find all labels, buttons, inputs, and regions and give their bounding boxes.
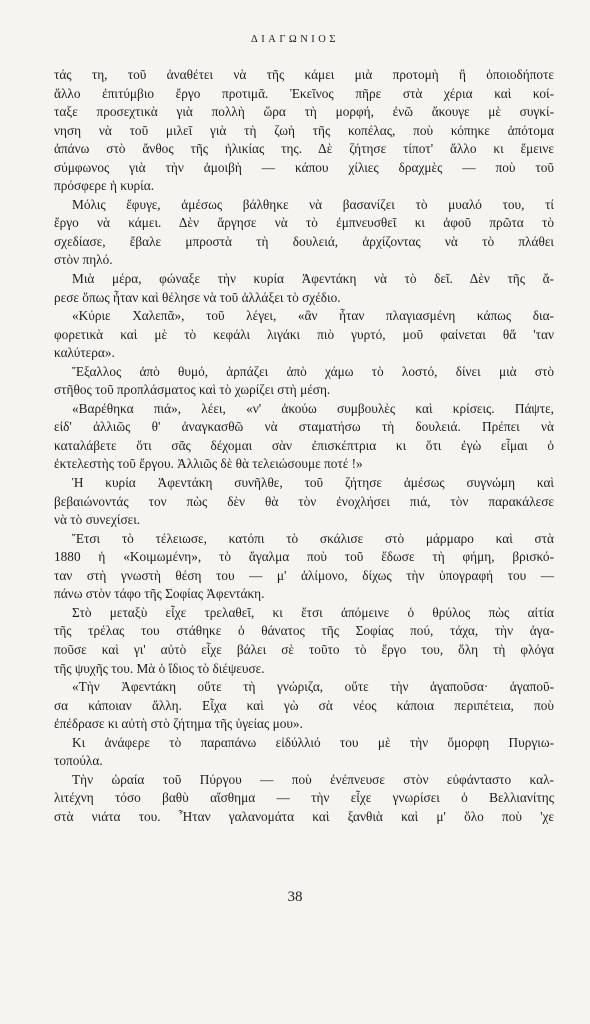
text-line: φορετικὰ καὶ μὲ τὸ κεφάλι λιγάκι πιὸ γυρτό, μοῦ φαίνεται θἄ 'ταν bbox=[54, 326, 554, 342]
text-line: τῆς ψυχῆς του. Μὰ ὁ ἴδιος τὸ διέψευσε. bbox=[54, 660, 265, 676]
text-line: πάνω στὸν τάφο τῆς Σοφίας Ἀφεντάκη. bbox=[54, 586, 265, 602]
text-line: στὸν πηλό. bbox=[54, 252, 113, 268]
text-line: ποῦσε καὶ γι' αὐτὸ εἶχε βάλει σὲ τοῦτο τὸ ἔργο του, ὅλη τὴ φλόγα bbox=[54, 641, 554, 657]
text-line: Τὴν ὡραία τοῦ Πύργου — ποὺ ἐνέπνευσε στὸν εὐφάνταστο καλ- bbox=[72, 771, 554, 787]
text-line: 1880 ἡ «Κοιμωμένη», τὸ ἄγαλμα ποὺ τοῦ ἔδωσε τὴ φήμη, βρισκό- bbox=[54, 549, 554, 565]
text-line: Ἔτσι τὸ τέλειωσε, κατόπι τὸ σκάλισε στὸ μάρμαρο καὶ στὰ bbox=[72, 530, 554, 546]
text-line: πρόσφερε ἡ κυρία. bbox=[54, 178, 155, 194]
running-head: ΔΙΑΓΩΝΙΟΣ bbox=[251, 34, 339, 45]
text-line: Μιὰ μέρα, φώναξε τὴν κυρία Ἀφεντάκη νὰ τὸ δεῖ. Δὲν τῆς ἄ- bbox=[72, 271, 554, 287]
text-line: «Τὴν Ἀφεντάκη οὔτε τὴ γνώριζα, οὔτε τὴν ἀγαποῦσα· ἀγαποῦ- bbox=[72, 679, 554, 695]
text-line: Ἔξαλλος ἀπὸ θυμό, ἁρπάζει ἀπὸ χάμω τὸ λοστό, δίνει μιὰ στὸ bbox=[72, 363, 554, 379]
text-line: σύμφωνος γιὰ τὴν ἀμοιβὴ — κάπου χίλιες δραχμὲς — ποὺ τοῦ bbox=[54, 159, 554, 175]
text-line: τάς τη, τοῦ ἀναθέτει νὰ τῆς κάμει μιὰ προτομὴ ἢ ὁποιοδήποτε bbox=[54, 67, 554, 82]
text-line: Στὸ μεταξὺ εἶχε τρελαθεῖ, κι ἔτσι ἀπόμεινε ὁ θρύλος πὼς αἰτία bbox=[72, 604, 554, 620]
text-line: «Βαρέθηκα πιά», λέει, «ν' ἀκούω συμβουλὲς καὶ κρίσεις. Πάψτε, bbox=[72, 400, 554, 416]
text-line: ἄλλο ἐπιτύμβιο ἔργο προτιμᾶ. Ἐκεῖνος πῆρε στὰ χέρια καὶ κοί- bbox=[54, 85, 554, 101]
text-line: «Κύριε Χαλεπᾶ», τοῦ λέγει, «ἂν ἦταν πλαγιασμένη κάπως δια- bbox=[72, 308, 554, 324]
text-line: στῆθος τοῦ προπλάσματος καὶ τὸ χωρίζει στὴ μέση. bbox=[54, 382, 331, 398]
text-line: εἰδ' ἀλλιῶς θ' ἀναγκασθῶ νὰ σταματήσω τὴ δουλειά. Πρέπει νὰ bbox=[54, 419, 554, 435]
text-line: ταξε προσεχτικὰ γιὰ πολλὴ ὥρα τὴ μορφή, ἐνῶ ἄκουγε μὲ συγκί- bbox=[54, 104, 554, 120]
text-line: στὰ νιάτα του. Ἦταν γαλανομάτα καὶ ξανθιὰ καὶ μ' ὅλο ποὺ 'χε bbox=[54, 808, 554, 824]
text-line: νηση νὰ τοῦ μιλεῖ γιὰ τὴ ζωὴ τῆς κοπέλας, ποὺ κόπηκε ἀπότομα bbox=[54, 122, 554, 138]
text-line: τῆς τρέλας του στάθηκε ὁ θάνατος τῆς Σοφίας πού, τάχα, τὴν ἀγα- bbox=[54, 623, 554, 639]
text-line: ρεσε ὅπως ἦταν καὶ θέλησε νὰ τοῦ ἀλλάξει τὸ σχέδιο. bbox=[54, 289, 341, 305]
text-line: τοπούλα. bbox=[54, 753, 103, 769]
text-line: καλύτερα». bbox=[54, 345, 115, 361]
text-line: σχεδίασε, ἔβαλε μπροστὰ τὴ δουλειά, ἀρχίζοντας νὰ τὸ πλάθει bbox=[54, 233, 554, 249]
text-line: Ἡ κυρία Ἀφεντάκη συνῆλθε, τοῦ ζήτησε ἀμέσως συγνώμη καὶ bbox=[72, 475, 554, 491]
text-line: σα κάποιαν ἄλλη. Εἶχα καὶ γὼ σὰ νέος κάποια περιπέτεια, ποὺ bbox=[54, 697, 554, 713]
text-line: βεβαιώνοντάς τον πὼς δὲν θὰ τὸν ἐνοχλήσει πιά, τὸν παρακάλεσε bbox=[54, 493, 554, 509]
text-line: Κι ἀνάφερε τὸ παραπάνω εἰδύλλιό του μὲ τὴν ὄμορφη Πυργιω- bbox=[72, 734, 554, 750]
text-line: Μόλις ἔφυγε, ἀμέσως βάλθηκε νὰ βασανίζει τὸ μυαλό του, τί bbox=[72, 196, 554, 212]
text-line: νὰ τὸ συνεχίσει. bbox=[54, 512, 141, 528]
text-line: ἀπάνω στὸ ἄνθος τῆς ἡλικίας της. Δὲ ζήτησε τίποτ' ἄλλο κι ἔμεινε bbox=[54, 141, 554, 157]
text-line: ἔργο νὰ κάμει. Δὲν ἄργησε νὰ τὸ ἐμπνευσθεῖ κι ἀφοῦ πρῶτα τὸ bbox=[54, 215, 554, 231]
text-line: ἐπέδρασε κι αὐτὴ στὸ ζήτημα τῆς ὑγείας μου». bbox=[54, 716, 303, 732]
body-text bbox=[54, 66, 554, 826]
text-line: ἐκτελεστὴς τοῦ ἔργου. Ἀλλιῶς δὲ θὰ τελειώσουμε ποτέ !» bbox=[54, 456, 363, 472]
page-number: 38 bbox=[287, 889, 303, 905]
text-line: ταν στὴ γνωστὴ θέση του — μ' ἀλίμονο, δίχως τὴν ὑπογραφή του — bbox=[54, 567, 554, 583]
text-line: καταλάβετε ὅτι σᾶς δέχομαι σὰν ἐπισκέπτρια κι ὅτι ἐγὼ εἶμαι ὁ bbox=[54, 437, 554, 453]
text-line: λιτέχνη τόσο βαθὺ αἴσθημα — τὴν εἶχε γνωρίσει ὁ Βελλιανίτης bbox=[54, 790, 554, 806]
